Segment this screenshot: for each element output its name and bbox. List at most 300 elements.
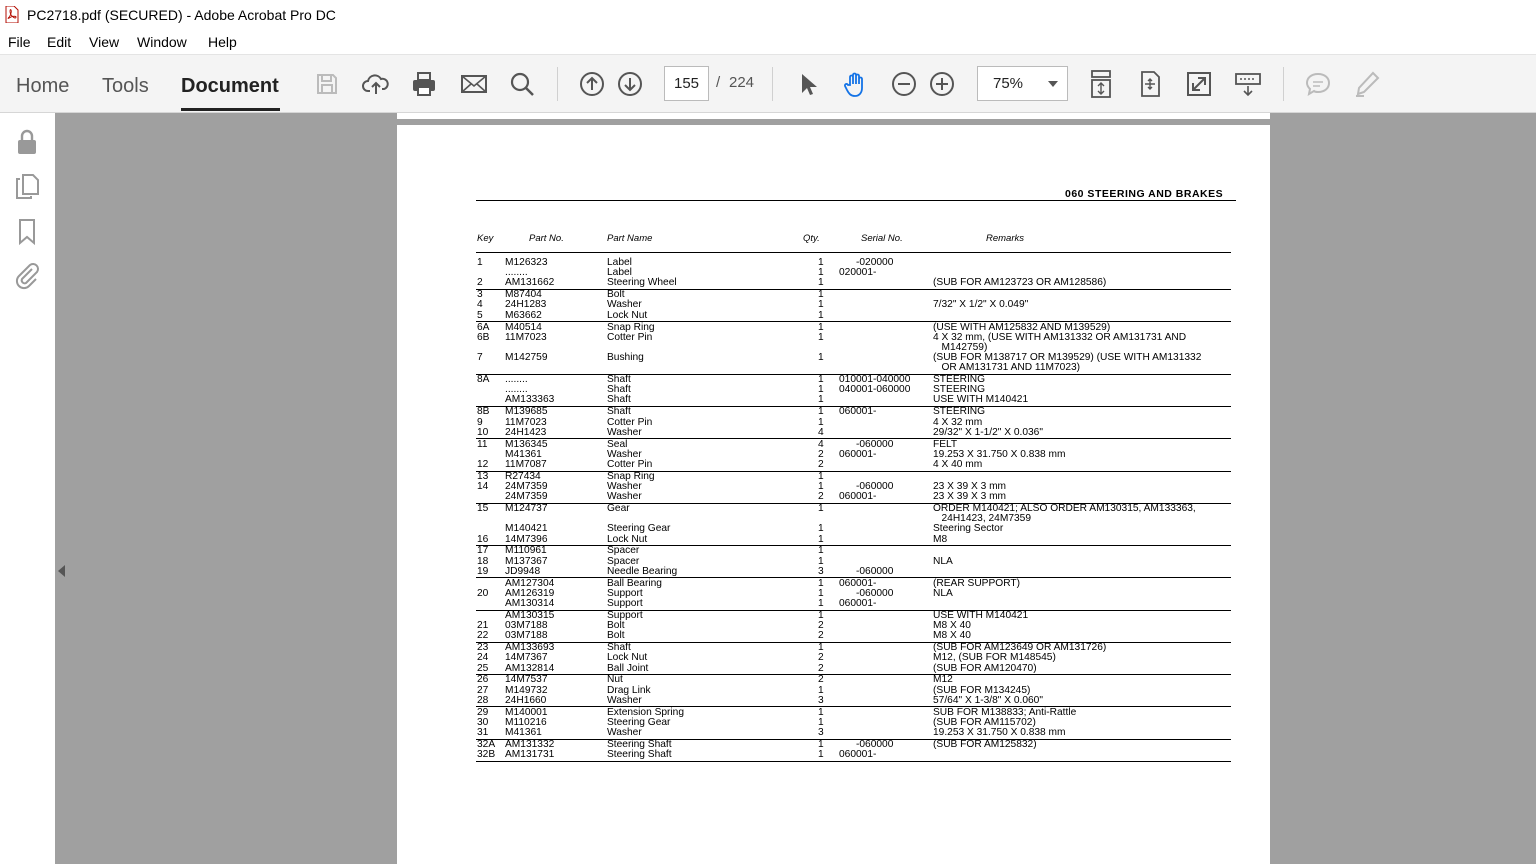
printer-icon (410, 70, 438, 98)
row-key: 28 (477, 694, 489, 706)
cloud-upload-icon (362, 70, 390, 98)
row-part-no: AM131662 (505, 277, 555, 289)
row-part-name: Steering Wheel (607, 277, 677, 289)
row-part-name: Steering Gear (607, 716, 671, 728)
row-remarks: USE WITH M140421 (933, 394, 1029, 406)
row-part-no: 03M7188 (505, 620, 548, 632)
row-part-name: Shaft (607, 384, 631, 396)
row-key: 19 (477, 565, 489, 577)
arrow-up-circle-icon (578, 70, 606, 98)
row-remarks: FELT (933, 438, 958, 450)
pdf-file-icon (5, 6, 19, 23)
row-remarks: 19.253 X 31.750 X 0.838 mm (933, 727, 1066, 738)
table-row (397, 353, 1270, 363)
table-row (397, 653, 1270, 663)
group-rule (476, 761, 1231, 762)
row-key: 8A (477, 374, 490, 386)
row-remarks: (SUB FOR M138717 OR M139529) (USE WITH AM131332 (933, 352, 1202, 363)
row-qty: 2 (818, 458, 824, 470)
row-part-name: Steering Shaft (607, 749, 672, 761)
row-key: 18 (477, 555, 489, 567)
row-part-no: 24H1660 (505, 694, 547, 706)
row-serial-no: -060000 (839, 565, 894, 577)
row-remarks: (REAR SUPPORT) (933, 577, 1020, 589)
hand-icon (842, 70, 870, 98)
row-key: 14 (477, 480, 489, 492)
row-part-no: M126323 (505, 257, 548, 268)
row-serial-no: 010001-040000 (839, 374, 911, 386)
row-remarks: 4 X 32 mm (933, 416, 983, 428)
row-part-name: Label (607, 257, 632, 268)
table-row (397, 631, 1270, 641)
row-part-name: Needle Bearing (607, 565, 678, 577)
page-number-input[interactable]: 155 (664, 66, 709, 101)
row-part-name: Cotter Pin (607, 416, 653, 428)
table-row (397, 492, 1270, 502)
read-mode-button[interactable] (1231, 67, 1265, 101)
row-part-name: Ball Bearing (607, 577, 662, 589)
row-part-name: Snap Ring (607, 321, 655, 333)
comment-button[interactable] (1301, 67, 1335, 101)
row-part-name: Cotter Pin (607, 331, 653, 343)
row-qty: 1 (818, 321, 824, 333)
menu-edit[interactable]: Edit (47, 34, 72, 50)
row-part-name: Bushing (607, 352, 644, 363)
row-qty: 3 (818, 727, 824, 738)
row-part-name: Shaft (607, 374, 631, 386)
row-key: 6B (477, 331, 490, 343)
row-part-no: AM130314 (505, 598, 555, 609)
table-row (397, 675, 1270, 685)
row-remarks: STEERING (933, 406, 986, 418)
header-key: Key (477, 233, 494, 244)
zoom-level-select[interactable] (977, 66, 1068, 101)
row-remarks: ORDER M140421; ALSO ORDER AM130315, AM133363, (933, 503, 1196, 514)
row-key: 1 (477, 257, 483, 268)
highlight-button[interactable] (1350, 67, 1384, 101)
row-part-no: AM130315 (505, 609, 555, 621)
row-key: 30 (477, 716, 489, 728)
row-part-name: Spacer (607, 555, 640, 567)
row-qty: 1 (818, 545, 824, 557)
row-part-no: 14M7537 (505, 674, 548, 686)
tab-home[interactable]: Home (16, 75, 70, 97)
row-part-no: 24M7359 (505, 480, 548, 492)
row-qty: 1 (818, 331, 824, 343)
row-key: 26 (477, 674, 489, 686)
row-qty: 1 (818, 309, 824, 321)
fit-page-icon (1136, 70, 1164, 98)
row-part-name: Gear (607, 503, 630, 514)
row-key: 17 (477, 545, 489, 557)
page-separator: / (716, 74, 721, 91)
row-qty: 1 (818, 257, 824, 268)
row-remarks: 23 X 39 X 3 mm (933, 491, 1007, 503)
row-qty: 2 (818, 491, 824, 503)
row-part-no: M110961 (505, 545, 547, 557)
row-qty: 2 (818, 448, 824, 460)
speech-bubble-icon (1304, 70, 1332, 98)
row-part-name: Bolt (607, 630, 625, 642)
row-key: 11 (477, 438, 488, 450)
row-serial-no: 060001- (839, 749, 877, 761)
row-part-name: Spacer (607, 545, 640, 557)
table-row (397, 278, 1270, 288)
row-remarks: (SUB FOR AM125832) (933, 738, 1037, 750)
row-part-name: Label (607, 267, 632, 279)
plus-circle-icon (928, 70, 956, 98)
row-key: 32A (477, 738, 496, 750)
table-row (397, 407, 1270, 417)
row-qty: 1 (818, 470, 824, 482)
row-qty: 1 (818, 738, 824, 750)
row-part-name: Lock Nut (607, 309, 648, 321)
row-remarks: M12, (SUB FOR M148545) (933, 652, 1056, 664)
row-part-no: AM131332 (505, 738, 555, 750)
menu-view[interactable]: View (89, 34, 120, 50)
row-remarks: 24H1423, 24M7359 (933, 513, 1031, 525)
fit-page-button[interactable] (1133, 67, 1167, 101)
row-qty: 1 (818, 609, 824, 621)
row-part-name: Washer (607, 448, 642, 460)
row-part-name: Ball Joint (607, 662, 649, 674)
table-row (397, 363, 1270, 373)
row-qty: 1 (818, 587, 824, 599)
header-serial-no: Serial No. (861, 233, 903, 244)
row-remarks: OR AM131731 AND 11M7023) (933, 362, 1081, 374)
row-remarks: (USE WITH AM125832 AND M139529) (933, 321, 1111, 333)
save-icon (313, 70, 341, 98)
main-toolbar (0, 55, 1536, 113)
row-qty: 3 (818, 565, 824, 577)
scroll-mode-button[interactable] (1084, 67, 1118, 101)
row-qty: 1 (818, 716, 824, 728)
row-key: 7 (477, 352, 483, 363)
zoom-level-value: 75% (993, 75, 1024, 92)
row-qty: 1 (818, 577, 824, 589)
row-part-no: M140001 (505, 706, 548, 718)
row-qty: 1 (818, 598, 824, 609)
page-thumbnails-icon[interactable] (12, 171, 42, 201)
arrow-down-circle-icon (616, 70, 644, 98)
navigation-pane (0, 113, 56, 864)
header-rule (476, 252, 1231, 253)
hand-tool-button[interactable] (839, 67, 873, 101)
row-key: 32B (477, 749, 496, 761)
row-remarks: M142759) (933, 341, 988, 353)
envelope-icon (460, 70, 488, 98)
row-part-no: 11M7023 (505, 331, 547, 343)
table-row (397, 535, 1270, 545)
paperclip-icon[interactable] (12, 260, 42, 290)
row-key: 27 (477, 684, 489, 696)
row-part-name: Washer (607, 491, 642, 503)
row-qty: 1 (818, 384, 824, 396)
row-serial-no: -060000 (839, 480, 894, 492)
row-part-no: M137367 (505, 555, 548, 567)
row-remarks: M8 X 40 (933, 620, 971, 632)
row-part-no: AM126319 (505, 587, 555, 599)
title-bar (0, 0, 1536, 30)
row-key: 31 (477, 727, 489, 738)
row-qty: 1 (818, 352, 824, 363)
tab-document[interactable]: Document (181, 75, 279, 97)
bookmark-icon[interactable] (12, 216, 42, 246)
row-part-name: Seal (607, 438, 628, 450)
table-row (397, 300, 1270, 310)
upload-cloud-button[interactable] (359, 67, 393, 101)
minus-circle-icon (890, 70, 918, 98)
row-key: 25 (477, 662, 489, 674)
row-part-no: M110216 (505, 716, 547, 728)
row-remarks: (SUB FOR AM123723 OR AM128586) (933, 277, 1107, 289)
row-key: 29 (477, 706, 489, 718)
save-button[interactable] (310, 67, 344, 101)
row-key: 21 (477, 620, 489, 632)
row-remarks: NLA (933, 587, 953, 599)
row-part-no: AM133693 (505, 642, 555, 654)
row-part-name: Washer (607, 426, 642, 438)
row-qty: 1 (818, 267, 824, 279)
table-row (397, 258, 1270, 268)
row-remarks: 4 X 40 mm (933, 458, 983, 470)
email-button[interactable] (457, 67, 491, 101)
table-row (397, 664, 1270, 674)
table-row (397, 696, 1270, 706)
cursor-arrow-icon (793, 70, 821, 98)
zoom-out-button[interactable] (887, 67, 921, 101)
row-part-no: ........ (505, 384, 528, 396)
row-part-name: Steering Shaft (607, 738, 672, 750)
row-part-no: M87404 (505, 289, 542, 301)
row-qty: 2 (818, 674, 824, 686)
collapse-pane-icon[interactable] (58, 565, 65, 577)
row-part-name: Shaft (607, 642, 631, 654)
row-key: 8B (477, 406, 490, 418)
row-key: 22 (477, 630, 489, 642)
row-qty: 4 (818, 438, 824, 450)
row-part-name: Support (607, 609, 643, 621)
row-qty: 1 (818, 706, 824, 718)
row-serial-no: -060000 (839, 587, 894, 599)
row-part-no: 24H1423 (505, 426, 547, 438)
page-total: 224 (729, 74, 755, 91)
row-qty: 2 (818, 620, 824, 632)
print-button[interactable] (407, 67, 441, 101)
row-key: 12 (477, 458, 489, 470)
row-qty: 2 (818, 662, 824, 674)
table-row (397, 750, 1270, 760)
row-part-no: 14M7367 (505, 652, 548, 664)
row-part-no: 24H1283 (505, 299, 547, 311)
row-key: 9 (477, 416, 483, 428)
row-remarks: Steering Sector (933, 523, 1004, 535)
row-part-name: Snap Ring (607, 470, 655, 482)
row-remarks: 7/32" X 1/2" X 0.049" (933, 299, 1029, 311)
table-row (397, 311, 1270, 321)
row-serial-no: -020000 (839, 257, 894, 268)
toolbar-separator (1283, 67, 1284, 101)
row-qty: 2 (818, 630, 824, 642)
row-part-no: AM132814 (505, 662, 555, 674)
section-rule (476, 200, 1236, 201)
row-serial-no: 020001- (839, 267, 877, 279)
tab-tools[interactable]: Tools (102, 75, 149, 97)
row-part-name: Steering Gear (607, 523, 671, 535)
row-qty: 1 (818, 277, 824, 289)
row-part-no: M139685 (505, 406, 548, 418)
row-qty: 1 (818, 555, 824, 567)
row-part-no: JD9948 (505, 565, 541, 577)
row-serial-no: 040001-060000 (839, 384, 911, 396)
row-serial-no: -060000 (839, 438, 894, 450)
row-remarks: 23 X 39 X 3 mm (933, 480, 1007, 492)
row-part-no: R27434 (505, 470, 541, 482)
row-part-no: M124737 (505, 503, 548, 514)
table-row (397, 395, 1270, 405)
row-part-name: Washer (607, 727, 642, 738)
table-row (397, 375, 1270, 385)
menu-help[interactable]: Help (208, 34, 237, 50)
row-qty: 1 (818, 503, 824, 514)
row-part-no: M40514 (505, 321, 542, 333)
window-title: PC2718.pdf (SECURED) - Adobe Acrobat Pro DC (27, 7, 336, 23)
menu-window[interactable]: Window (137, 34, 187, 50)
row-part-name: Washer (607, 299, 642, 311)
section-title: 060 STEERING AND BRAKES (1065, 188, 1224, 200)
row-part-name: Support (607, 587, 643, 599)
header-remarks: Remarks (986, 233, 1025, 244)
chevron-down-icon (1048, 81, 1058, 87)
row-part-name: Washer (607, 694, 642, 706)
table-row (397, 728, 1270, 738)
row-qty: 1 (818, 533, 824, 545)
row-part-no: M41361 (505, 727, 542, 738)
row-serial-no: 060001- (839, 491, 877, 503)
row-qty: 1 (818, 394, 824, 406)
table-row (397, 546, 1270, 556)
table-row (397, 460, 1270, 470)
next-page-button[interactable] (613, 67, 647, 101)
header-qty: Qty. (803, 233, 820, 244)
row-part-name: Washer (607, 480, 642, 492)
row-part-name: Shaft (607, 406, 631, 418)
row-part-name: Extension Spring (607, 706, 685, 718)
row-remarks: (SUB FOR AM120470) (933, 662, 1037, 674)
header-part-name: Part Name (607, 233, 653, 244)
document-viewer[interactable] (55, 113, 1536, 864)
active-tab-indicator (181, 108, 280, 111)
row-serial-no: -060000 (839, 738, 894, 750)
row-part-name: Shaft (607, 394, 631, 406)
row-key: 2 (477, 277, 483, 289)
row-qty: 1 (818, 523, 824, 535)
row-qty: 2 (818, 652, 824, 664)
row-part-no: 11M7087 (505, 458, 547, 470)
row-remarks: 29/32" X 1-1/2" X 0.036" (933, 426, 1043, 438)
full-screen-button[interactable] (1182, 67, 1216, 101)
row-qty: 3 (818, 694, 824, 706)
row-key: 6A (477, 321, 490, 333)
table-row (397, 418, 1270, 428)
table-row (397, 333, 1270, 343)
row-remarks: 4 X 32 mm, (USE WITH AM131332 OR AM131731 AND (933, 331, 1187, 343)
row-qty: 1 (818, 416, 824, 428)
lock-icon[interactable] (12, 126, 42, 156)
row-remarks: USE WITH M140421 (933, 609, 1029, 621)
row-remarks: M12 (933, 674, 953, 686)
table-row (397, 599, 1270, 609)
row-remarks: NLA (933, 555, 953, 567)
row-key: 4 (477, 299, 483, 311)
page-scroll-icon (1087, 70, 1115, 98)
row-remarks: (SUB FOR AM115702) (933, 716, 1036, 728)
row-key: 13 (477, 470, 489, 482)
row-key: 23 (477, 642, 489, 654)
row-part-name: Lock Nut (607, 652, 648, 664)
row-serial-no: 060001- (839, 598, 877, 609)
row-remarks: STEERING (933, 384, 986, 396)
search-icon (508, 70, 536, 98)
row-key: 20 (477, 587, 489, 599)
row-remarks: (SUB FOR AM123649 OR AM131726) (933, 642, 1107, 654)
row-part-no: AM131731 (505, 749, 555, 761)
row-part-no: 24M7359 (505, 491, 548, 503)
row-part-no: M140421 (505, 523, 548, 535)
table-row (397, 524, 1270, 534)
toolbar-separator (772, 67, 773, 101)
row-remarks: (SUB FOR M134245) (933, 684, 1031, 696)
previous-page-button[interactable] (575, 67, 609, 101)
row-remarks: SUB FOR M138833; Anti-Rattle (933, 706, 1077, 718)
row-qty: 1 (818, 374, 824, 386)
row-part-name: Lock Nut (607, 533, 648, 545)
row-part-name: Cotter Pin (607, 458, 653, 470)
row-part-name: Support (607, 598, 643, 609)
row-key: 5 (477, 309, 483, 321)
row-part-no: M136345 (505, 438, 548, 450)
row-remarks: M8 (933, 533, 948, 545)
previous-page-edge (397, 113, 1270, 119)
row-part-no: ........ (505, 374, 528, 386)
row-remarks: 19.253 X 31.750 X 0.838 mm (933, 448, 1066, 460)
row-key: 10 (477, 426, 489, 438)
row-part-no: 14M7396 (505, 533, 548, 545)
expand-icon (1185, 70, 1213, 98)
table-row (397, 504, 1270, 514)
row-part-no: M142759 (505, 352, 548, 363)
search-button[interactable] (505, 67, 539, 101)
row-part-no: AM127304 (505, 577, 555, 589)
row-qty: 1 (818, 642, 824, 654)
row-part-no: 11M7023 (505, 416, 547, 428)
row-part-name: Bolt (607, 620, 625, 632)
row-part-no: M63662 (505, 309, 542, 321)
table-row (397, 567, 1270, 577)
row-qty: 1 (818, 299, 824, 311)
row-part-no: 03M7188 (505, 630, 548, 642)
zoom-in-button[interactable] (925, 67, 959, 101)
menu-file[interactable]: File (8, 34, 31, 50)
toolbar-separator (557, 67, 558, 101)
row-part-no: AM133363 (505, 394, 555, 406)
table-row (397, 428, 1270, 438)
row-qty: 1 (818, 406, 824, 418)
select-tool-button[interactable] (790, 67, 824, 101)
row-serial-no: 060001- (839, 406, 877, 418)
pen-icon (1353, 70, 1381, 98)
row-key: 3 (477, 289, 483, 301)
